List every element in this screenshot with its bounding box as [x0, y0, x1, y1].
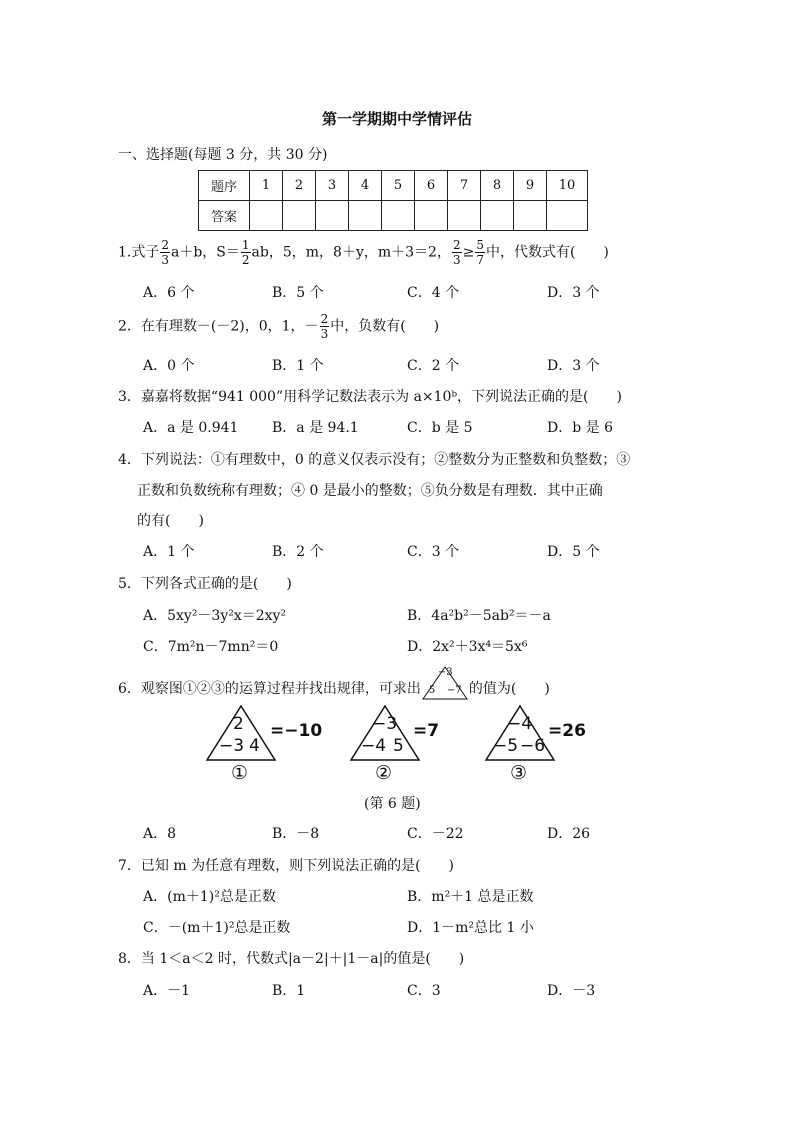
answer-cell[interactable]	[316, 201, 349, 231]
section-heading: 一、选择题(每题 3 分，共 30 分)	[118, 147, 328, 163]
triangle-2-label: ②	[375, 762, 393, 784]
answer-cell[interactable]	[250, 201, 283, 231]
q8-option-c[interactable]: C．3	[407, 983, 441, 999]
question-5: 5．下列各式正确的是( )	[118, 576, 292, 592]
question-7: 7．已知 m 为任意有理数，则下列说法正确的是( )	[118, 858, 455, 874]
table-number-cell: 1	[250, 171, 283, 201]
q2-option-a[interactable]: A．0 个	[143, 358, 195, 374]
small-triangle: −3 5 −7	[421, 672, 469, 706]
q7-option-d[interactable]: D．1－m²总比 1 小	[407, 920, 534, 936]
answer-cell[interactable]	[448, 201, 481, 231]
answer-cell[interactable]	[382, 201, 415, 231]
table-row	[199, 171, 588, 201]
table-number-cell: 5	[382, 171, 415, 201]
q1-option-d[interactable]: D．3 个	[547, 285, 600, 301]
q4-option-b[interactable]: B．2 个	[272, 544, 324, 560]
page-title: 第一学期期中学情评估	[321, 110, 472, 128]
table-number-cell: 3	[316, 171, 349, 201]
answer-table	[198, 170, 588, 231]
q3-option-a[interactable]: A．a 是 0.941	[143, 420, 239, 436]
q7-option-b[interactable]: B．m²＋1 总是正数	[407, 889, 534, 905]
q1-option-c[interactable]: C．4 个	[407, 285, 460, 301]
q5-option-d[interactable]: D．2x²＋3x⁴＝5x⁶	[407, 639, 528, 655]
question-6: 6．观察图①②③的运算过程并找出规律，可求出 −3 5 −7 的值为( )	[118, 672, 550, 706]
q5-option-a[interactable]: A．5xy²－3y²x＝2xy²	[143, 608, 287, 624]
q2-option-c[interactable]: C．2 个	[407, 358, 460, 374]
table-number-cell: 9	[514, 171, 547, 201]
q4-option-d[interactable]: D．5 个	[547, 544, 600, 560]
triangle-2-result: =7	[413, 721, 440, 741]
q2-option-d[interactable]: D．3 个	[547, 358, 600, 374]
q8-option-d[interactable]: D．－3	[547, 983, 596, 999]
q5-option-b[interactable]: B．4a²b²－5ab²＝－a	[407, 608, 551, 624]
figure-triangle-1: 2 −3 4	[206, 705, 276, 761]
triangle-3-label: ③	[510, 762, 528, 784]
triangle-3-result: =26	[548, 721, 586, 741]
q7-option-c[interactable]: C．－(m＋1)²总是正数	[143, 920, 291, 936]
question-4-line-1: 4．下列说法：①有理数中，0 的意义仅表示没有；②整数分为正整数和负整数；③	[118, 452, 631, 468]
fraction: $\frac{1}{2}$	[241, 238, 250, 267]
question-3: 3．嘉嘉将数据“941 000”用科学记数法表示为 a×10ᵇ，下列说法正确的是( )	[118, 389, 622, 405]
question-2: 2．在有理数－(－2)，0，1，－ $\frac{2}{3}$ 中，负数有( )	[118, 312, 440, 341]
answer-cell[interactable]	[514, 201, 547, 231]
table-number-cell: 4	[349, 171, 382, 201]
q4-option-c[interactable]: C．3 个	[407, 544, 460, 560]
table-number-cell: 6	[415, 171, 448, 201]
table-number-cell: 10	[547, 171, 588, 201]
table-header-cell: 答案	[199, 201, 250, 231]
fraction: $\frac{2}{3}$	[452, 238, 461, 267]
q6-option-d[interactable]: D．26	[547, 826, 591, 842]
answer-cell[interactable]	[415, 201, 448, 231]
q3-option-d[interactable]: D．b 是 6	[547, 420, 613, 436]
fraction: $\frac{5}{7}$	[476, 238, 484, 267]
question-4-line-2: 正数和负数统称有理数；④ 0 是最小的整数；⑤负分数是有理数．其中正确	[137, 483, 603, 499]
q7-option-a[interactable]: A．(m＋1)²总是正数	[143, 889, 276, 905]
figure-triangle-3: −4 −5 −6	[485, 705, 555, 761]
q1-option-a[interactable]: A．6 个	[143, 285, 195, 301]
q5-option-c[interactable]: C．7m²n－7mn²＝0	[143, 639, 279, 655]
table-header-cell: 题序	[199, 171, 250, 201]
table-number-cell: 7	[448, 171, 481, 201]
q1-option-b[interactable]: B．5 个	[272, 285, 324, 301]
fraction: $\frac{2}{3}$	[161, 238, 169, 267]
figure-triangle-2: −3 −4 5	[350, 705, 420, 761]
question-8: 8．当 1＜a＜2 时，代数式|a－2|＋|1－a|的值是( )	[118, 951, 465, 967]
q2-option-b[interactable]: B．1 个	[272, 358, 324, 374]
question-1: 1.式子 $\frac{2}{3}$ a＋b，S＝ $\frac{1}{2}$ ab，5，m，8＋y，m＋3＝2， $\frac{2}{3}$ ≥ $\frac{5}{7}$ 中，代数式有( )	[118, 238, 609, 267]
answer-cell[interactable]	[283, 201, 316, 231]
q4-option-a[interactable]: A．1 个	[143, 544, 195, 560]
fraction: $\frac{2}{3}$	[320, 312, 329, 341]
table-number-cell: 2	[283, 171, 316, 201]
table-row	[199, 201, 588, 231]
answer-cell[interactable]	[349, 201, 382, 231]
answer-cell[interactable]	[547, 201, 588, 231]
q6-option-c[interactable]: C．－22	[407, 826, 464, 842]
q3-option-b[interactable]: B．a 是 94.1	[272, 420, 359, 436]
triangle-1-label: ①	[231, 762, 249, 784]
answer-cell[interactable]	[481, 201, 514, 231]
table-number-cell: 8	[481, 171, 514, 201]
q8-option-b[interactable]: B．1	[272, 983, 306, 999]
q3-option-c[interactable]: C．b 是 5	[407, 420, 473, 436]
q8-option-a[interactable]: A．－1	[143, 983, 191, 999]
q6-option-a[interactable]: A．8	[143, 826, 177, 842]
question-4-line-3: 的有( )	[137, 513, 204, 529]
triangle-1-result: =−10	[270, 721, 323, 741]
figure-caption: (第 6 题)	[364, 796, 421, 812]
q6-option-b[interactable]: B．－8	[272, 826, 320, 842]
